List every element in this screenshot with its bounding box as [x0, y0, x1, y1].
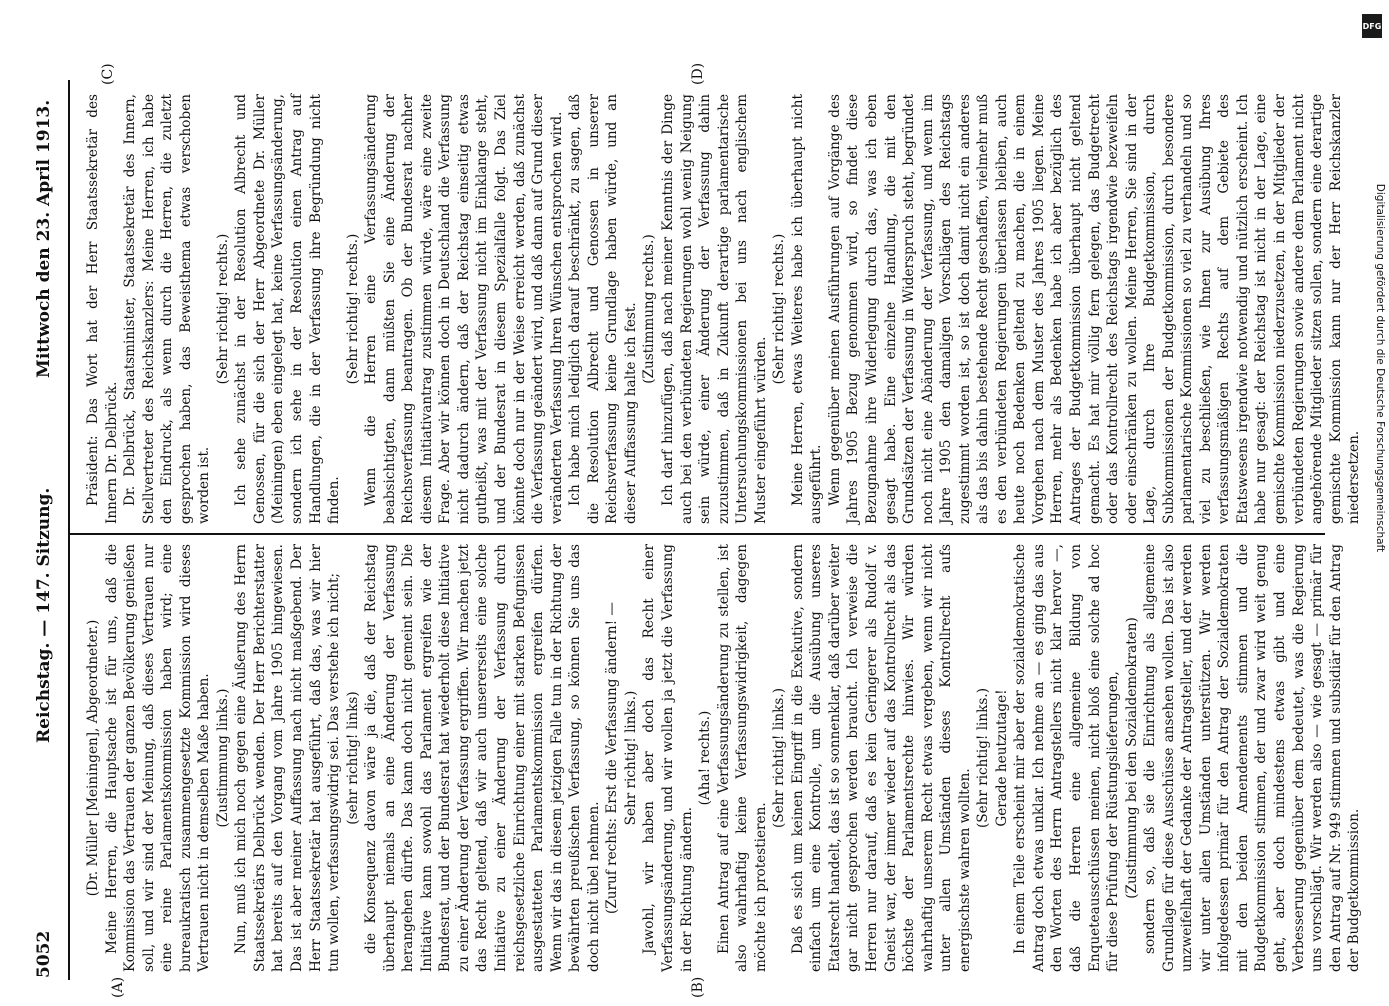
column-divider	[70, 533, 1325, 535]
paragraph: Wenn gegenüber meinen Ausführungen auf Vorgänge des Jahres 1905 Bezug genommen wird, so findet diese Bezugnahme ihre Widerlegung durch das, was ich eben gesagt habe. Eine einzelne Handlung, die mit den Grundsätzen der Verfassung in Widerspruch steht, begründet noch nicht eine Abänderung der Verfassung, und wenn im Jahre 1905 den damaligen Vorschlägen des Reichstags zugestimmt worden ist, so ist doch damit nicht ein anderes als das bis dahin bestehende Recht geschaffen, vielmehr muß es den verbündeten Regierungen überlassen bleiben, auch heute noch Bedenken geltend zu machen, die in einem Vorgehen nach dem Muster des Jahres 1905 liegen. Meine Herren, mehr als Bedenken habe ich aber bezüglich des Antrages der Budgetkommission überhaupt nicht geltend gemacht. Es hat mir völlig fern gelegen, das Budgetrecht oder das Kontrollrecht des Reichstags irgendwie bezweifeln oder einschränken zu wollen. Meine Herren, Sie sind in der Lage, durch Ihre Budgetkommission, durch Subkommissionen der Budgetkommission, durch besondere parlamentarische Kommissionen so viel zu verhandeln und so viel zu beschließen, wie Ihnen zur Ausübung Ihres verfassungsmäßigen Rechts auf dem Gebiete des Etatswesens irgendwie notwendig und nützlich erscheint. Ich habe nur gesagt: der Reichstag ist nicht in der Lage, eine gemischte Kommission niederzusetzen, in der Mitglieder der verbündeten Regierungen sowie andere dem Parlament nicht angehörende Mitglieder sitzen sollen, sondern eine derartige gemischte Kommission kann nur der Herr Reichskanzler niedersetzen.	[826, 94, 1363, 524]
paragraph: (Aha! rechts.)	[697, 710, 714, 806]
paragraph: (Sehr richtig! links.)	[975, 687, 992, 829]
paragraph: Dr. Delbrück, Staatsminister, Staatssekretär des Innern, Stellvertreter des Reichskanzlers: Meine Herren, ich habe den Eindruck, als wenn durch die Herren, die zuletzt gesprochen haben, das Beweisthema etwas verschoben worden ist.	[122, 94, 213, 524]
paragraph: Ich sehe zunächst in der Resolution Albrecht und Genossen, für die sich der Herr Abgeordnete Dr. Müller (Meiningen) eben eingelegt hat, keine Verfassungsänderung, sondern ich sehe in der Resolution einen Antrag auf Handlungen, die in der Verfassung ihre Begründung nicht finden.	[233, 94, 343, 524]
paragraph: (Zuruf rechts: Erst die Verfassung ändern! —	[604, 602, 621, 914]
page-header	[34, 83, 64, 978]
paragraph: sondern so, daß sie die Einrichtung als allgemeine Grundlage für diese Ausschüsse ansehen wollen. Das ist also unzweifelhaft der Gedanke der Antragsteller, und der werden wir unter allen Umständen unterstützen. Wir werden infolgedessen primär für den Antrag der Sozialdemokraten mit den beiden Amendements stimmen und die Budgetkommission stimmen, der und zwar wird weit genug geht, aber doch mindestens etwas gibt und eine Verbesserung gegenüber dem bedeutet, was die Regierung uns vorschlägt. Wir werden also — wie gesagt — primär für den Antrag auf Nr. 949 stimmen und subsidiär für den Antrag der Budgetkommission.	[1142, 544, 1363, 972]
rotated-page	[0, 62, 1363, 1000]
session-date: Mittwoch den 23. April 1913.	[34, 99, 54, 378]
paragraph: (sehr richtig! links)	[344, 691, 361, 825]
paragraph: (Sehr richtig! rechts.)	[344, 233, 361, 385]
left-column	[84, 544, 1364, 972]
paragraph: (Sehr richtig! rechts.)	[771, 233, 788, 385]
paragraph: (Dr. Müller [Meiningen], Abgeordneter.)	[85, 619, 101, 897]
margin-mark-b: (B)	[690, 976, 706, 998]
paragraph: (Zustimmung rechts.)	[641, 234, 658, 384]
paragraph: Einen Antrag auf eine Verfassungsänderung zu stellen, ist also wahrhaftig keine Verfassungswidrigkeit, dagegen möchte ich protestieren.	[715, 544, 769, 972]
paragraph: Ich darf hinzufügen, daß nach meiner Kenntnis der Dinge auch bei den verbündeten Regierungen wohl wenig Neigung sein würde, einer Änderung der Verfassung dahin zuzustimmen, daß in Zukunft derartige parlamentarische Untersuchungskommissionen bei uns nach englischem Muster eingeführt würden.	[659, 94, 769, 524]
paragraph: Ich habe mich lediglich darauf beschränkt, zu sagen, daß die Resolution Albrecht und Genossen in unserer Reichsverfassung keine Grundlage haben würde, und an dieser Auffassung halte ich fest.	[567, 94, 639, 524]
paragraph: (Sehr richtig! links.)	[771, 687, 788, 829]
paragraph: Wenn die Herren eine Verfassungsänderung beabsichtigten, dann müßten Sie eine Änderung der Reichsverfassung beantragen. Ob der Bundesrat nachher diesem Initiativantrag zustimmen würde, wäre eine zweite Frage. Aber wir können doch in Deutschland die Verfassung nicht dadurch ändern, daß der Reichstag einseitig etwas gutheißt, was mit der Verfassung nicht im Einklange steht, und der Bundesrat in diesem Spezialfalle folgt. Das Ziel könnte doch nur in der Weise erreicht werden, daß zunächst die Verfassung geändert wird, und daß dann auf Grund dieser veränderten Verfassung Ihren Wünschen entsprochen wird.	[363, 94, 565, 524]
margin-mark-a: (A)	[110, 976, 126, 998]
paragraph: Präsident: Das Wort hat der Herr Staatssekretär des Innern Dr. Delbrück.	[85, 94, 120, 524]
paragraph: Gerade heutzutage!	[993, 689, 1010, 827]
header-rule	[68, 80, 70, 980]
right-column	[84, 94, 1364, 524]
paragraph: (Zustimmung links.)	[214, 688, 231, 828]
digitization-credit	[1362, 6, 1389, 1006]
paragraph: die Konsequenz davon wäre ja die, daß der Reichstag überhaupt niemals an eine Änderung der Verfassung herangehen dürfte. Das kann doch nicht gemeint sein. Die Initiative kann sowohl das Parlament ergreifen wie der Bundesrat, und der Bundesrat hat wiederholt diese Initiative zu einer Änderung der Verfassung ergriffen. Wir machen jetzt das Recht geltend, daß wir auch unsererseits eine solche Initiative zu einer Änderung der Verfassung durch reichsgesetzliche Einrichtung einer mit starken Befugnissen ausgestatteten Parlamentskommission ergreifen dürfen. Wenn wir das in diesem jetzigen Falle tun in der Richtung der bewährten preußischen Verfassung, so können Sie uns das doch nicht übel nehmen.	[363, 544, 602, 972]
paragraph: Nun, muß ich mich noch gegen eine Äußerung des Herrn Staatssekretärs Delbrück wenden. Der Herr Berichterstatter hat bereits auf den Vorgang vom Jahre 1905 hingewiesen. Das ist aber meiner Auffassung nach nicht maßgebend. Der Herr Staatssekretär hat ausgeführt, daß das, was wir hier tun wollen, verfassungswidrig sei. Das verstehe ich nicht;	[233, 544, 343, 972]
paragraph: Jawohl, wir haben aber doch das Recht einer Verfassungsänderung, und wir wollen ja jetzt die Verfassung in der Richtung ändern.	[641, 544, 695, 972]
page-number: 5052	[34, 930, 54, 978]
margin-mark-c: (C)	[100, 63, 116, 85]
paragraph: Daß es sich um keinen Eingriff in die Exekutive, sondern einfach um eine Kontrolle, um die Ausübung unseres Etatsrecht handelt, das ist so sonnenklar, daß darüber weiter gar nicht gesprochen werden braucht. Ich verweise die Herren nur darauf, daß es kein Geringerer als Rudolf v. Gneist war, der immer wieder auf das Kontrollrecht als das höchste der Parlamentsrechte hinwies. Wir würden wahrhaftig unserem Recht etwas vergeben, wenn wir nicht unter allen Umständen dieses Kontrollrecht aufs energischste wahren wollten.	[789, 544, 973, 972]
paragraph: (Zustimmung bei den Sozialdemokraten)	[1123, 617, 1140, 899]
dfg-logo: DFG	[1362, 14, 1382, 38]
paragraph: In einem Teile erscheint mir aber der sozialdemokratische Antrag doch etwas unklar. Ich nehme an — es ging das aus den Worten des Herrn Antragstellers nicht klar hervor —, daß die Herren eine allgemeine Bildung von Enqueteausschüssen meinen, nicht bloß eine solche ad hoc für diese Prüfung der Rüstungslieferungen,	[1012, 544, 1122, 972]
margin-mark-d: (D)	[690, 62, 706, 85]
running-title: Reichstag. — 147. Sitzung.	[34, 487, 54, 743]
paragraph: Meine Herren, etwas Weiteres habe ich überhaupt nicht ausgeführt.	[789, 94, 825, 524]
paragraph: Meine Herren, die Hauptsache ist für uns, daß die Kommission das Vertrauen der ganzen Bevölkerung genießen soll, und wir sind der Meinung, daß dieses Vertrauen nur eine reine Parlamentskommission haben wird; eine bureaukratisch zusammengesetzte Kommission wird dieses Vertrauen nicht in demselben Maße haben.	[103, 544, 213, 972]
paragraph: (Sehr richtig! rechts.)	[214, 233, 231, 385]
credit-text: Digitalisierung gefördert durch die Deutsche Forschungsgemeinschaft	[1374, 183, 1386, 553]
paragraph: Sehr richtig! links.)	[622, 690, 639, 826]
